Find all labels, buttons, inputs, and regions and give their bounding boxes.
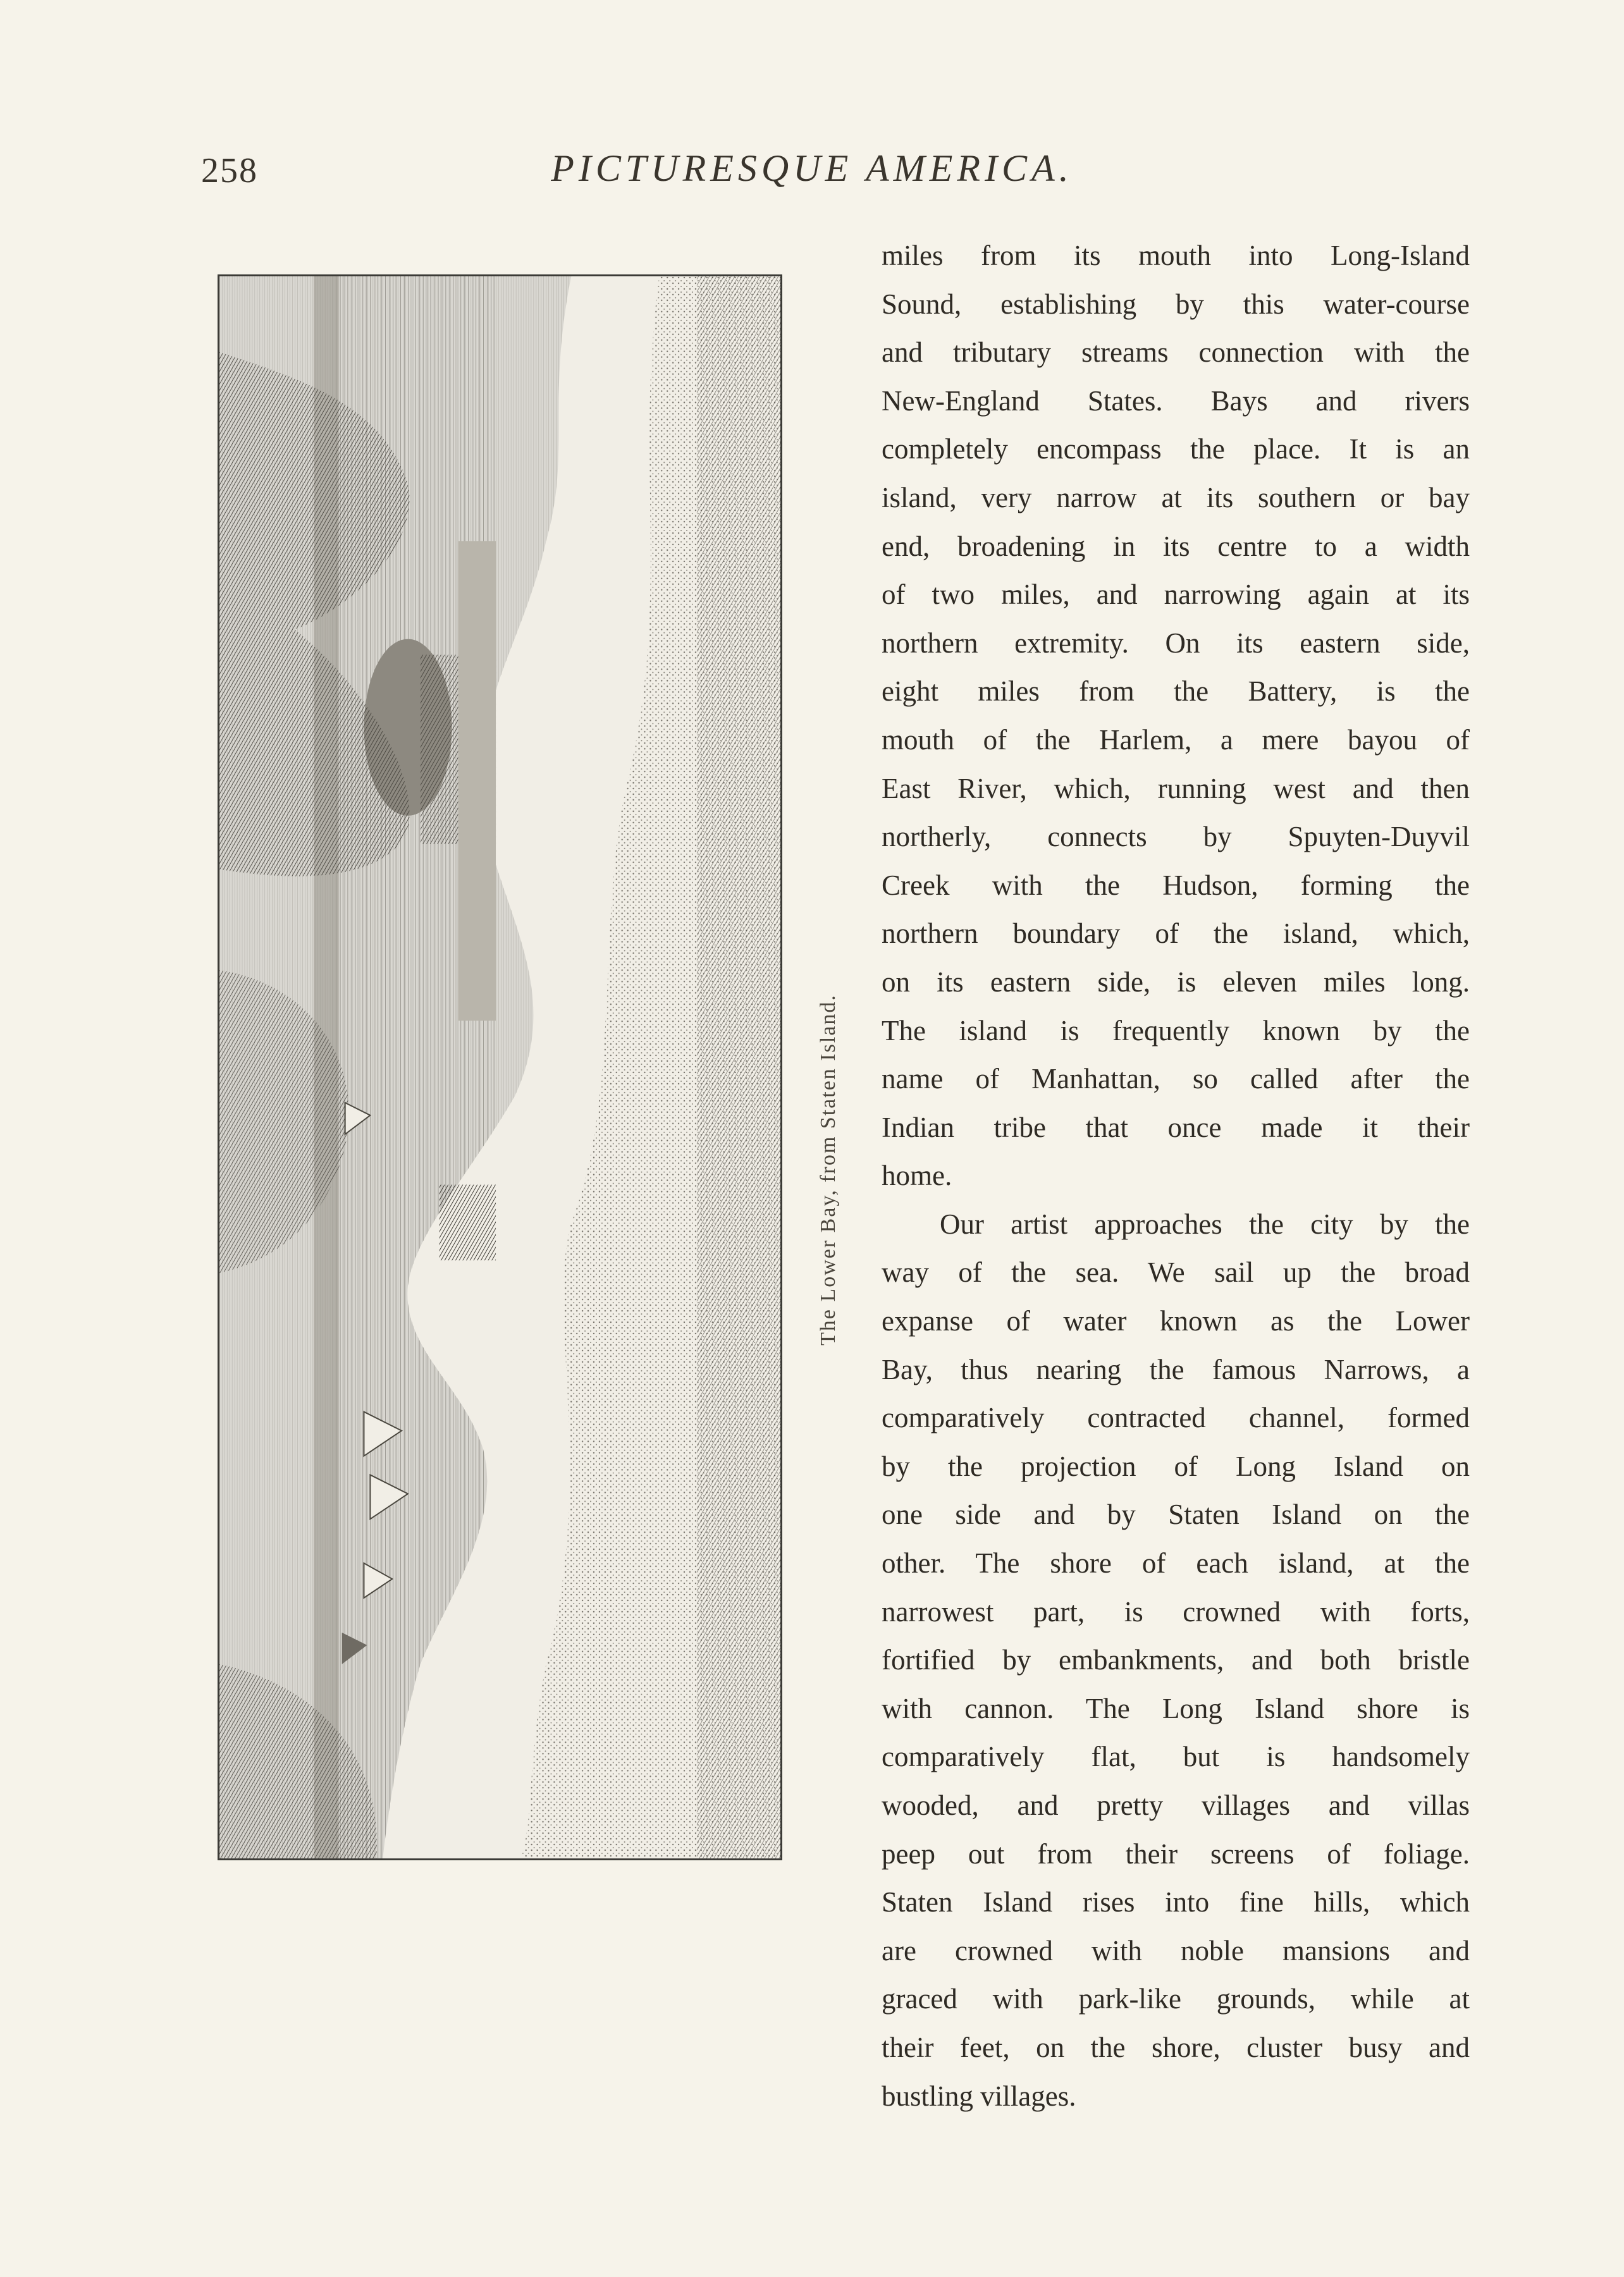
text-line: mouth of the Harlem, a mere bayou of	[882, 723, 1470, 756]
text-line: their feet, on the shore, cluster busy and	[882, 2031, 1470, 2063]
text-line: are crowned with noble mansions and	[882, 1934, 1470, 1967]
text-line: fortified by embankments, and both bristle	[882, 1644, 1470, 1676]
text-line: Our artist approaches the city by the	[940, 1208, 1470, 1240]
gate	[440, 1185, 496, 1261]
text-line: home.	[882, 1160, 952, 1192]
text-line: bustling villages.	[882, 2080, 1076, 2112]
text-line: by the projection of Long Island on	[882, 1450, 1470, 1482]
page-number: 258	[201, 151, 258, 190]
text-line: one side and by Staten Island on the	[882, 1499, 1470, 1531]
lower-bay-engraving	[219, 276, 780, 1858]
text-line: miles from its mouth into Long-Island	[882, 240, 1470, 271]
figure-caption: The Lower Bay, from Staten Island.	[816, 994, 840, 1346]
text-line: eight miles from the Battery, is the	[882, 675, 1470, 708]
text-line: Indian tribe that once made it their	[882, 1111, 1470, 1143]
running-head: PICTURESQUE AMERICA.	[551, 147, 1073, 189]
body-text	[882, 231, 1470, 2120]
text-line: East River, which, running west and then	[882, 772, 1470, 804]
text-line: on its eastern side, is eleven miles long.	[882, 966, 1470, 998]
text-line: northern boundary of the island, which,	[882, 918, 1470, 950]
text-line: wooded, and pretty villages and villas	[882, 1789, 1470, 1821]
text-line: narrowest part, is crowned with forts,	[882, 1595, 1470, 1628]
engraving-plate	[218, 274, 782, 1860]
paragraph-1	[882, 231, 1470, 1200]
text-line: The island is frequently known by the	[882, 1014, 1470, 1046]
text-line: Creek with the Hudson, forming the	[882, 869, 1470, 901]
text-line: northern extremity. On its eastern side,	[882, 627, 1470, 659]
text-line: of two miles, and narrowing again at its	[882, 579, 1470, 611]
text-line: Staten Island rises into fine hills, which	[882, 1886, 1470, 1918]
text-line: expanse of water known as the Lower	[882, 1305, 1470, 1337]
right-foliage	[697, 276, 780, 1858]
text-line: name of Manhattan, so called after the	[882, 1063, 1470, 1095]
text-line: comparatively flat, but is handsomely	[882, 1741, 1470, 1773]
text-line: peep out from their screens of foliage.	[882, 1838, 1470, 1870]
text-line: Sound, establishing by this water-course	[882, 288, 1470, 320]
text-line: other. The shore of each island, at the	[882, 1547, 1470, 1580]
text-line: graced with park-like grounds, while at	[882, 1983, 1470, 2015]
text-line: with cannon. The Long Island shore is	[882, 1692, 1470, 1724]
text-line: northerly, connects by Spuyten-Duyvil	[882, 821, 1470, 853]
text-line: completely encompass the place. It is an	[882, 433, 1470, 465]
text-line: New-England States. Bays and rivers	[882, 384, 1470, 417]
text-line: Bay, thus nearing the famous Narrows, a	[882, 1353, 1470, 1385]
text-line: island, very narrow at its southern or bay	[882, 481, 1470, 513]
paragraph-2	[882, 1200, 1470, 2120]
text-line: and tributary streams connection with the	[882, 336, 1470, 369]
text-line: way of the sea. We sail up the broad	[882, 1256, 1470, 1289]
text-line: end, broadening in its centre to a width	[882, 530, 1470, 562]
text-line: comparatively contracted channel, formed	[882, 1402, 1470, 1434]
fort-wall	[458, 541, 496, 1021]
